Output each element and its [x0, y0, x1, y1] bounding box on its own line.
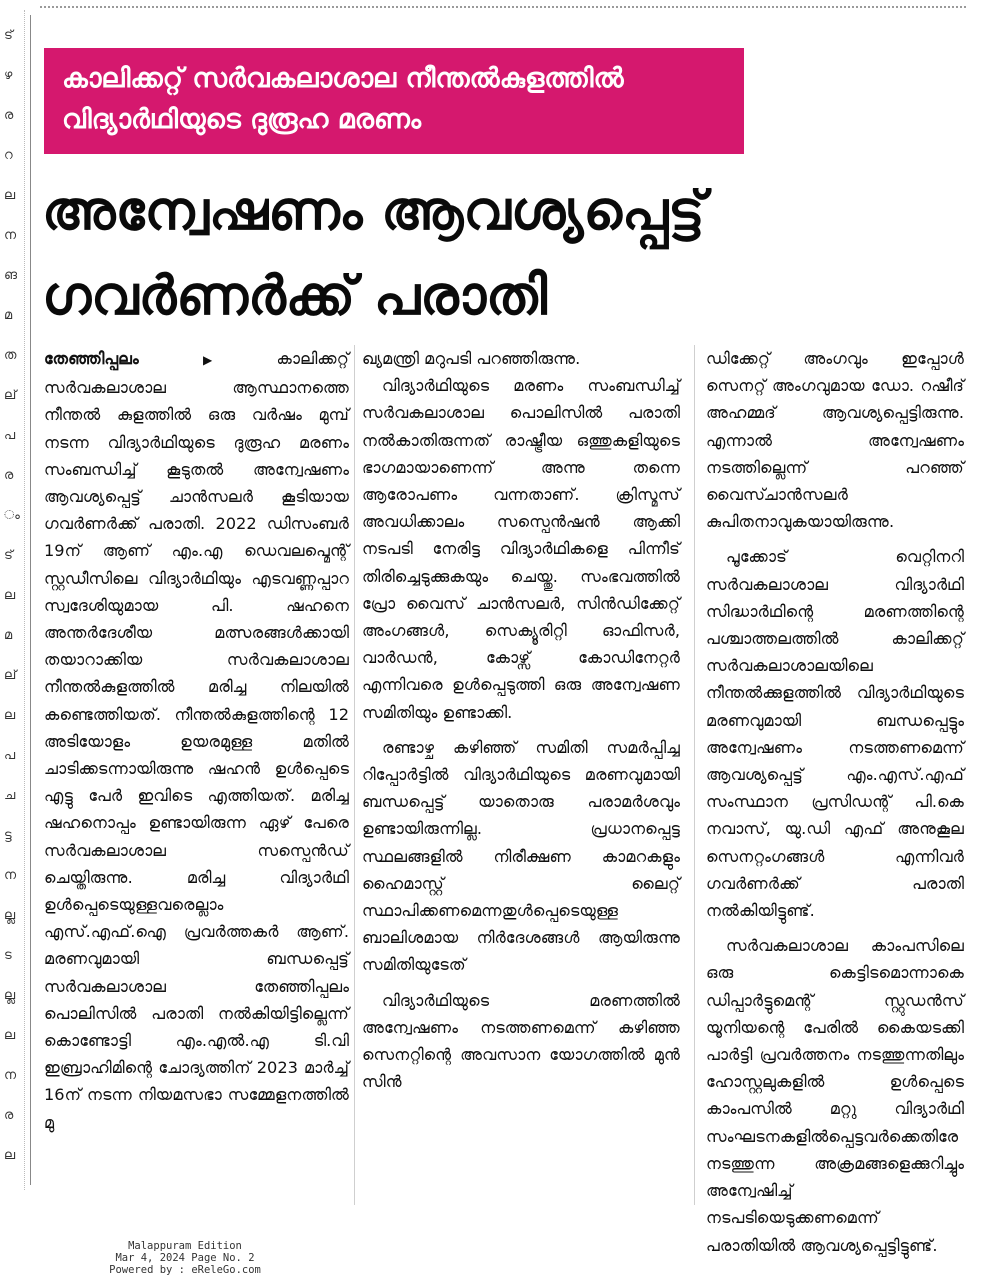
margin-glyph: മ — [4, 628, 13, 643]
margin-glyph: ം — [4, 508, 20, 523]
margin-glyph: ന — [4, 1068, 17, 1083]
powered-by: Powered by : eReleGo.com — [109, 1264, 261, 1276]
margin-glyph: ല് — [4, 388, 17, 403]
margin-glyph: ല — [4, 1148, 16, 1163]
triangle-right-icon: ▶ — [141, 353, 274, 367]
margin-glyph: ല — [4, 588, 16, 603]
margin-glyph: ല — [4, 1028, 16, 1043]
column-divider — [694, 345, 695, 1205]
edition-date-page: Mar 4, 2024 Page No. 2 — [115, 1252, 255, 1264]
margin-rule — [30, 15, 31, 1185]
paragraph: രണ്ടാഴ്ച കഴിഞ്ഞ് സമിതി സമർപ്പിച്ച റിപ്പോർട്ടിൽ വിദ്യാർഥിയുടെ മരണവുമായി ബന്ധപ്പെട്ട് യാതൊരു പരാമർശവും ഉണ്ടായിരുന്നില്ല. പ്രധാനപ്പെട്ട സ്ഥലങ്ങളിൽ നിരീക്ഷണ കാമറകളും ഹൈമാസ്റ്റ് ലൈറ്റ് സ്ഥാപിക്കണമെന്നതുൾപ്പെടെയുള്ള ബാലിശമായ നിർദേശങ്ങൾ ആയിരുന്നു സമിതിയുടേത് — [362, 737, 680, 975]
margin-glyph: ട — [4, 948, 12, 963]
paragraph: പൂക്കോട് വെറ്റിനറി സർവകലാശാല വിദ്യാർഥി സിദ്ധാർഥിന്റെ മരണത്തിന്റെ പശ്ചാത്തലത്തിൽ കാലിക്കറ്റ് സർവകലാശാലയിലെ നീന്തൽക്കുളത്തിൽ വിദ്യാർഥിയുടെ മരണവുമായി ബന്ധപ്പെട്ടും അന്വേഷണം നടത്തണമെന്ന് ആവശ്യപ്പെട്ട് എം.എസ്.എഫ് സംസ്ഥാന പ്രസിഡന്റ് പി.കെ നവാസ്, യു.ഡി എഫ് അനുകൂല സെനറ്റംഗങ്ങൾ എന്നിവർ ഗവർണർക്ക് പരാതി നൽകിയിട്ടുണ്ട്. — [706, 547, 964, 921]
adjacent-page-margin — [0, 10, 25, 1190]
margin-glyph: ല — [4, 708, 16, 723]
kicker-banner — [44, 48, 744, 154]
paragraph-text: കാലിക്കറ്റ് സർവകലാശാല ആസ്ഥാനത്തെ നീന്തൽ കുളത്തിൽ ഒരു വർഷം മുമ്പ് നടന്ന വിദ്യാർഥിയുടെ ദുരൂഹ മരണം സംബന്ധിച്ച് കൂടുതൽ അന്വേഷണം ആവശ്യപ്പെട്ട് ചാൻസലർ കൂടിയായ ഗവർണർക്ക് പരാതി. 2022 ഡിസംബർ 19ന് ആണ് എം.എ ഡെവലപ്മെന്റ് സ്റ്റഡീസിലെ വിദ്യാർഥിയും എടവണ്ണപ്പാറ സ്വദേശിയുമായ പി. ഷഹനെ അന്തർദേശീയ മത്സരങ്ങൾക്കായി തയാറാക്കിയ സർവകലാശാല നീന്തൽകുളത്തിൽ മരിച്ച നിലയിൽ കണ്ടെത്തിയത്. നീന്തൽകുളത്തിന്റെ 12 അടിയോളം ഉയരമുള്ള മതിൽ ചാടിക്കടന്നായിരുന്നു ഷഹൻ ഉൾപ്പെടെ എട്ടു പേർ ഇവിടെ എത്തിയത്. മരിച്ച ഷഹനൊപ്പം ഉണ്ടായിരുന്ന ഏഴ് പേരെ സർവകലാശാല സസ്പെൻഡ് ചെയ്തിരുന്നു. മരിച്ച വിദ്യാർഥി ഉൾപ്പെടെയുള്ളവരെല്ലാം എസ്.എഫ്.ഐ പ്രവർത്തകർ ആണ്. മരണവുമായി ബന്ധപ്പെട്ട് സർവകലാശാല തേഞ്ഞിപ്പലം പൊലിസിൽ പരാതി നൽകിയിട്ടില്ലെന്ന് കൊണ്ടോട്ടി എം.എൽ.എ ടി.വി ഇബ്രാഹിമിന്റെ ചോദ്യത്തിന് 2023 മാർച്ച് 16ന് നടന്ന നിയമസഭാ സമ്മേളനത്തിൽ മു — [44, 349, 349, 1132]
kicker-line-2: വിദ്യാർഥിയുടെ ദുരൂഹ മരണം — [62, 104, 422, 135]
margin-glyph: പ — [4, 428, 16, 443]
margin-glyph: ര — [4, 108, 14, 123]
article-column-1 — [44, 345, 349, 1136]
margin-glyph: ല — [4, 188, 16, 203]
article-column-3 — [706, 345, 964, 1259]
margin-glyph: ട് — [4, 28, 13, 43]
margin-glyph: മ — [4, 308, 13, 323]
paragraph: വിദ്യാർഥിയുടെ മരണത്തിൽ അന്വേഷണം നടത്തണമെന്ന് കഴിഞ്ഞ സെനറ്റിന്റെ അവസാന യോഗത്തിൽ മുൻ സിൻ — [362, 990, 680, 1092]
margin-glyph: ട് — [4, 548, 13, 563]
article-column-2 — [362, 345, 680, 1095]
margin-glyph: ച — [4, 788, 16, 803]
margin-glyph: ര — [4, 468, 14, 483]
margin-glyph: ത — [4, 348, 17, 363]
margin-glyph: റ — [4, 148, 13, 163]
margin-glyph: ട്ട — [4, 828, 12, 843]
margin-glyph: ര — [4, 1108, 14, 1123]
margin-glyph: ന — [4, 228, 17, 243]
margin-glyph: ല്ല — [4, 988, 16, 1003]
paragraph: ഡിക്കേറ്റ് അംഗവും ഇപ്പോൾ സെനറ്റ് അംഗവുമായ ഡോ. റഷീദ് അഹമ്മദ് ആവശ്യപ്പെട്ടിരുന്നു. എന്നാൽ അന്വേഷണം നടത്തില്ലെന്ന് പറഞ്ഞ് വൈസ്ചാൻസലർ കുപിതനാവുകയായിരുന്നു. — [706, 349, 964, 532]
headline-line-1: അന്വേഷണം ആവശ്യപ്പെട്ട് — [42, 179, 705, 242]
column-divider — [354, 345, 355, 1205]
margin-glyph: ല് — [4, 668, 17, 683]
edition-footer — [95, 1240, 275, 1276]
headline-line-2: ഗവർണർക്ക് പരാതി — [42, 264, 548, 327]
margin-glyph: ല്ല — [4, 908, 16, 923]
kicker-line-1: കാലിക്കറ്റ് സർവകലാശാല നീന്തൽകുളത്തിൽ — [62, 63, 624, 94]
paragraph: സർവകലാശാല കാംപസിലെ ഒരു കെട്ടിടമൊന്നാകെ ഡിപ്പാർട്ടുമെന്റ് സ്റ്റുഡൻസ് യൂനിയന്റെ പേരിൽ കൈയടക്കി പാർട്ടി പ്രവർത്തനം നടത്തുന്നതിലും ഹോസ്റ്റലുകളിൽ ഉൾപ്പെടെ കാംപസിൽ മറ്റു വിദ്യാർഥി സംഘടനകളിൽപ്പെട്ടവർക്കെതിരേ നടത്തുന്ന അക്രമങ്ങളെക്കുറിച്ചും അന്വേഷിച്ച് നടപടിയെടുക്കണമെന്ന് പരാതിയിൽ ആവശ്യപ്പെട്ടിട്ടുണ്ട്. — [706, 936, 964, 1255]
headline — [42, 168, 972, 338]
margin-glyph: ങ — [4, 268, 18, 283]
margin-glyph: ന — [4, 868, 17, 883]
margin-glyph: ഴ — [4, 68, 13, 83]
paragraph: വിദ്യാർഥിയുടെ മരണം സംബന്ധിച്ച് സർവകലാശാല പൊലിസിൽ പരാതി നൽകാതിരുന്നത് രാഷ്ട്രീയ ഒത്തുകളിയുടെ ഭാഗമായാണെന്ന് അന്നു തന്നെ ആരോപണം വന്നതാണ്. ക്രിസ്മസ് അവധിക്കാലം സസ്പെൻഷൻ ആക്കി നടപടി നേരിട്ട വിദ്യാർഥികളെ പിന്നീട് തിരിച്ചെടുക്കുകയും ചെയ്തു. സംഭവത്തിൽ പ്രോ വൈസ് ചാൻസലർ, സിൻഡിക്കേറ്റ് അംഗങ്ങൾ, സെക്യൂരിറ്റി ഓഫിസർ, വാർഡൻ, കോഴ്സ് കോഡിനേറ്റർ എന്നിവരെ ഉൾപ്പെടുത്തി ഒരു അന്വേഷണ സമിതിയും ഉണ്ടാക്കി. — [362, 376, 680, 722]
dateline: തേഞ്ഞിപ്പലം — [44, 349, 139, 368]
paragraph: ഖ്യമന്ത്രി മറുപടി പറഞ്ഞിരുന്നു. — [362, 349, 581, 368]
top-dotted-border — [40, 6, 966, 8]
paragraph — [44, 345, 349, 1136]
margin-glyph: പ — [4, 748, 16, 763]
edition-name: Malappuram Edition — [128, 1240, 242, 1252]
